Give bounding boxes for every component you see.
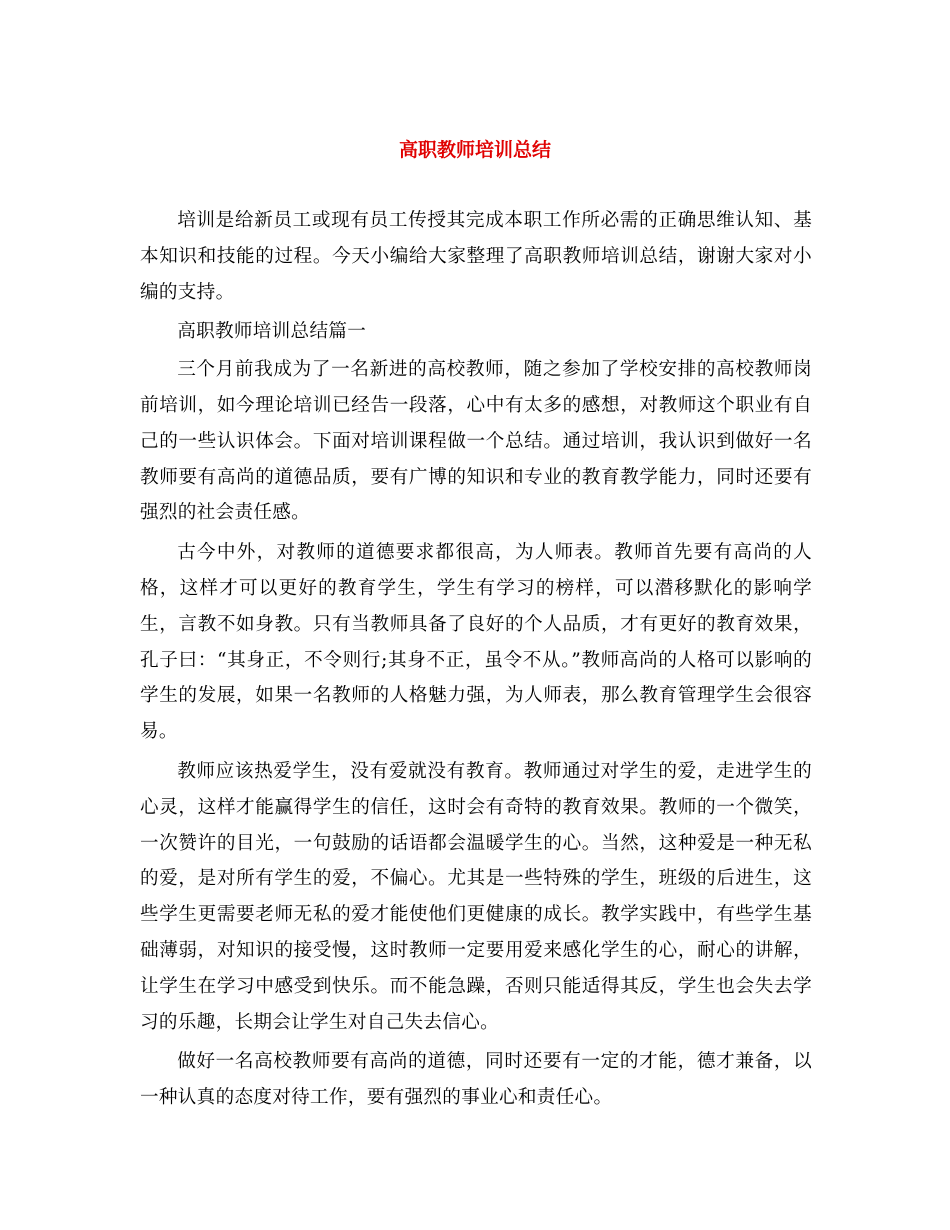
intro-paragraph: 培训是给新员工或现有员工传授其完成本职工作所必需的正确思维认知、基本知识和技能的过程。今天小编给大家整理了高职教师培训总结，谢谢大家对小编的支持。 xyxy=(140,210,812,303)
body-paragraph: 古今中外，对教师的道德要求都很高，为人师表。教师首先要有高尚的人格，这样才可以更好的教育学生，学生有学习的榜样，可以潜移默化的影响学生，言教不如身教。只有当教师具备了良好的个人品质，才有更好的教育效果，孔子曰：“其身正，不令则行;其身不正，虽令不从。”教师高尚的人格可以影响的学生的发展，如果一名教师的人格魅力强，为人师表，那么教育管理学生会很容易。 xyxy=(140,542,812,743)
document-body xyxy=(140,203,812,1120)
body-paragraph: 教师应该热爱学生，没有爱就没有教育。教师通过对学生的爱，走进学生的心灵，这样才能赢得学生的信任，这时会有奇特的教育效果。教师的一个微笑，一次赞许的目光，一句鼓励的话语都会温暖学生的心。当然，这种爱是一种无私的爱，是对所有学生的爱，不偏心。尤其是一些特殊的学生，班级的后进生，这些学生更需要老师无私的爱才能使他们更健康的成长。教学实践中，有些学生基础薄弱，对知识的接受慢，这时教师一定要用爱来感化学生的心，耐心的讲解，让学生在学习中感受到快乐。而不能急躁，否则只能适得其反，学生也会失去学习的乐趣，长期会让学生对自己失去信心。 xyxy=(140,760,812,1033)
body-paragraph: 做好一名高校教师要有高尚的道德，同时还要有一定的才能，德才兼备，以一种认真的态度对待工作，要有强烈的事业心和责任心。 xyxy=(140,1051,812,1109)
body-paragraph: 三个月前我成为了一名新进的高校教师，随之参加了学校安排的高校教师岗前培训，如今理论培训已经告一段落，心中有太多的感想，对教师这个职业有自己的一些认识体会。下面对培训课程做一个总结。通过培训，我认识到做好一名教师要有高尚的道德品质，要有广博的知识和专业的教育教学能力，同时还要有强烈的社会责任感。 xyxy=(140,359,812,524)
document-title: 高职教师培训总结 xyxy=(398,139,551,161)
section-heading: 高职教师培训总结篇一 xyxy=(177,321,367,343)
